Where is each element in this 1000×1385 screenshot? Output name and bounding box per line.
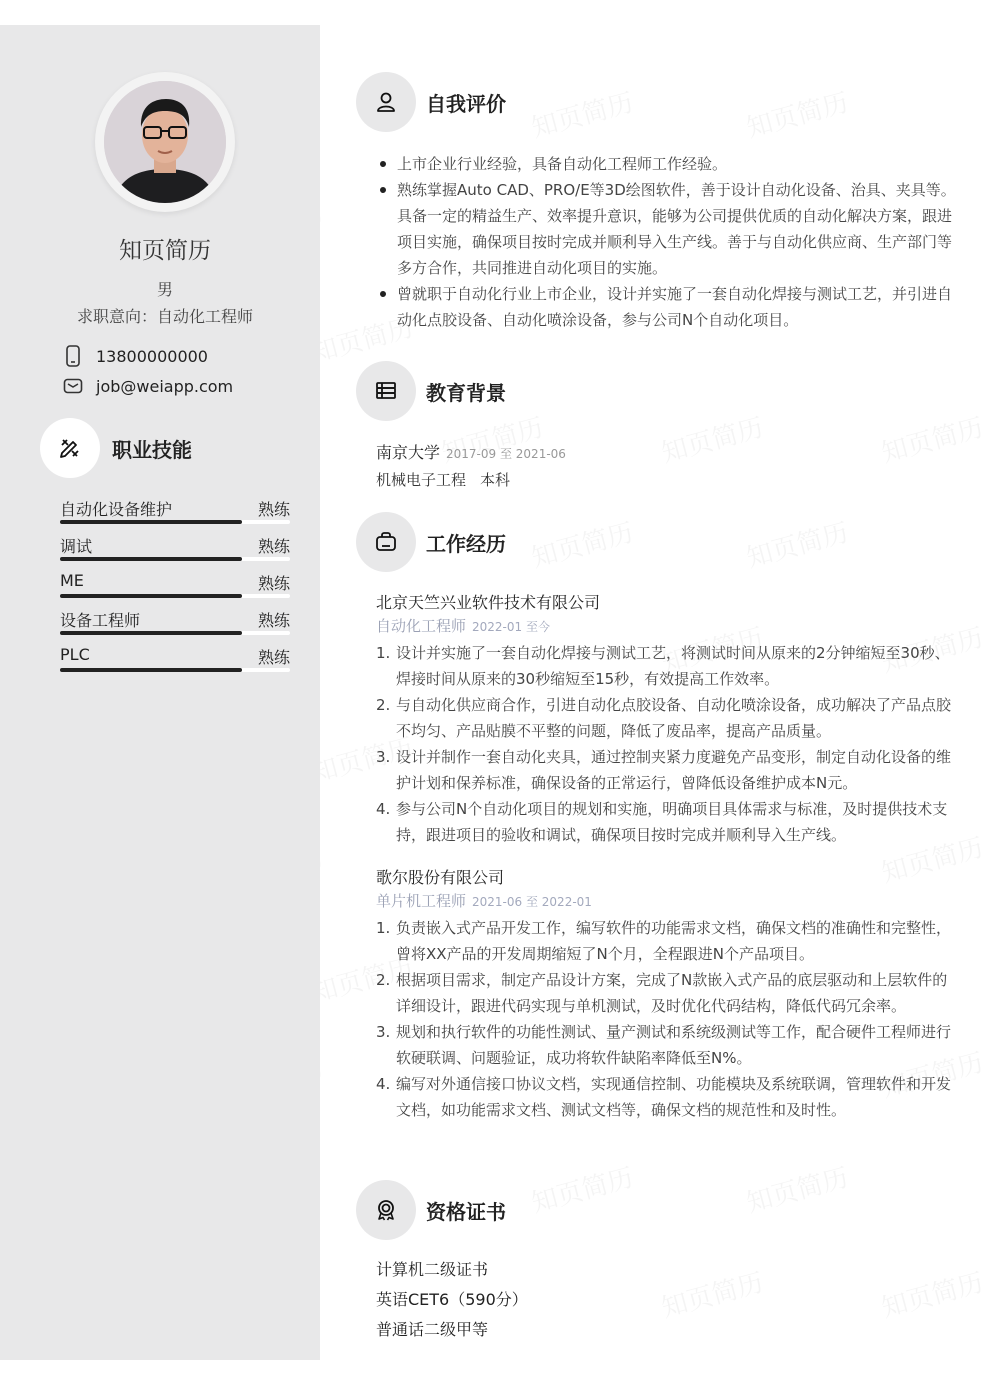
- skill-level: 熟练: [257, 500, 290, 519]
- item-text: 设计并制作一套自动化夹具，通过控制夹紧力度避免产品变形，制定自动化设备的维护计划和保养标准，确保设备的正常运行，曾降低设备维护成本N元。: [396, 748, 952, 792]
- item-number: 4.: [376, 1075, 391, 1093]
- company-name: 北京天竺兴业软件技术有限公司: [376, 593, 601, 612]
- skills-icon-circle: [40, 418, 100, 478]
- skill-bar-fill: [60, 594, 242, 598]
- item-text: 与自动化供应商合作，引进自动化点胶设备、自动化喷涂设备，成功解决了产品点胶不均匀、产品贴膜不平整的问题，降低了废品率，提高产品质量。: [396, 696, 952, 740]
- list-item: 曾就职于自动化行业上市企业，设计并实施了一套自动化焊接与测试工艺，并引进自动化点胶设备、自动化喷涂设备，参与公司N个自动化项目。: [376, 281, 956, 333]
- sidebar: [0, 25, 320, 1360]
- list-item: [376, 1071, 956, 1123]
- item-number: 1.: [376, 644, 391, 662]
- work-header: [356, 512, 506, 572]
- user-icon: [374, 90, 398, 114]
- education-icon-circle: [356, 361, 416, 421]
- skill-item: [60, 532, 290, 569]
- item-number: 2.: [376, 696, 391, 714]
- skill-level: 熟练: [257, 537, 290, 556]
- self-eval-icon-circle: [356, 72, 416, 132]
- item-number: 1.: [376, 919, 391, 937]
- education-header: [356, 361, 506, 421]
- skill-item: [60, 569, 290, 606]
- self-eval-list: [376, 151, 956, 333]
- certificates-list: [376, 1255, 528, 1345]
- email-row: [62, 375, 233, 397]
- item-number: 4.: [376, 800, 391, 818]
- books-icon: [374, 379, 398, 403]
- skill-item: [60, 606, 290, 643]
- self-eval-title: 自我评价: [426, 91, 506, 116]
- skill-name: ME: [60, 571, 84, 590]
- job-entry: [376, 865, 956, 1123]
- certificates-header: [356, 1180, 506, 1240]
- phone-number: 13800000000: [96, 346, 208, 366]
- job-dates: 2022-01 至今: [472, 620, 550, 634]
- item-text: 编写对外通信接口协议文档，实现通信控制、功能模块及系统联调，管理软件和开发文档，如功能需求文档、测试文档等，确保文档的规范性和及时性。: [396, 1075, 952, 1119]
- item-text: 设计并实施了一套自动化焊接与测试工艺，将测试时间从原来的2分钟缩短至30秒、焊接时间从原来的30秒缩短至15秒，有效提高工作效率。: [396, 644, 950, 688]
- job-role: 自动化工程师: [376, 617, 467, 635]
- main-content: [320, 0, 1000, 1385]
- skill-bar: [60, 594, 290, 598]
- degree: 本科: [480, 471, 511, 489]
- education-entry: [376, 440, 566, 490]
- self-eval-header: [356, 72, 506, 132]
- list-item: [376, 744, 956, 796]
- list-item: 熟练掌握Auto CAD、PRO/E等3D绘图软件，善于设计自动化设备、治具、夹具等。具备一定的精益生产、效率提升意识，能够为公司提供优质的自动化解决方案，跟进项目实施，确保项目按时完成并顺利导入生产线。善于与自动化供应商、生产部门等多方合作，共同推进自动化项目的实施。: [376, 177, 956, 281]
- job-entry: [376, 590, 956, 848]
- list-item: [376, 796, 956, 848]
- major: 机械电子工程: [376, 471, 467, 489]
- skills-title: 职业技能: [112, 437, 192, 462]
- work-title: 工作经历: [426, 531, 506, 556]
- job-duties: [376, 915, 956, 1123]
- education-title: 教育背景: [426, 380, 506, 405]
- avatar-frame: [95, 72, 235, 212]
- item-number: 2.: [376, 971, 391, 989]
- skill-bar-fill: [60, 631, 242, 635]
- skill-level: 熟练: [257, 574, 290, 593]
- skill-name: 设备工程师: [60, 611, 141, 630]
- skill-bar: [60, 631, 290, 635]
- certificate-item: 计算机二级证书: [376, 1260, 489, 1279]
- education-dates: 2017-09 至 2021-06: [446, 447, 566, 461]
- company-name: 歌尔股份有限公司: [376, 868, 505, 887]
- certificate-item: 英语CET6（590分）: [376, 1290, 528, 1309]
- award-icon: [374, 1198, 398, 1222]
- phone-icon: [62, 345, 84, 367]
- school-name: 南京大学: [376, 443, 441, 462]
- gender: 男: [156, 280, 173, 299]
- job-dates: 2021-06 至 2022-01: [472, 895, 592, 909]
- skill-bar: [60, 668, 290, 672]
- item-number: 3.: [376, 1023, 391, 1041]
- list-item: [376, 640, 956, 692]
- skills-header: [40, 418, 192, 478]
- skill-bar-fill: [60, 520, 242, 524]
- item-number: 3.: [376, 748, 391, 766]
- skill-bar: [60, 520, 290, 524]
- skill-level: 熟练: [257, 611, 290, 630]
- skills-list: [60, 495, 290, 680]
- item-text: 规划和执行软件的功能性测试、量产测试和系统级测试等工作，配合硬件工程师进行软硬联调、问题验证，成功将软件缺陷率降低至N%。: [396, 1023, 952, 1067]
- list-item: [376, 1019, 956, 1071]
- skill-item: [60, 643, 290, 680]
- skill-bar: [60, 557, 290, 561]
- item-text: 根据项目需求，制定产品设计方案，完成了N款嵌入式产品的底层驱动和上层软件的详细设计，跟进代码实现与单机测试，及时优化代码结构，降低代码冗余率。: [396, 971, 948, 1015]
- certificate-item: 普通话二级甲等: [376, 1320, 489, 1339]
- skill-name: 自动化设备维护: [60, 500, 173, 519]
- pencil-ruler-icon: [58, 436, 82, 460]
- mail-icon: [62, 375, 84, 397]
- list-item: [376, 915, 956, 967]
- item-text: 参与公司N个自动化项目的规划和实施，明确项目具体需求与标准，及时提供技术支持，跟进项目的验收和调试，确保项目按时完成并顺利导入生产线。: [396, 800, 948, 844]
- skill-level: 熟练: [257, 648, 290, 667]
- item-text: 负责嵌入式产品开发工作，编写软件的功能需求文档，确保文档的准确性和完整性，曾将XX产品的开发周期缩短了N个月，全程跟进N个产品项目。: [396, 919, 952, 963]
- certificates-icon-circle: [356, 1180, 416, 1240]
- job-duties: [376, 640, 956, 848]
- list-item: [376, 967, 956, 1019]
- briefcase-icon: [374, 530, 398, 554]
- list-item: [376, 692, 956, 744]
- skill-item: [60, 495, 290, 532]
- candidate-name: 知页简历: [119, 238, 211, 264]
- email-address: job@weiapp.com: [96, 376, 234, 396]
- job-intent: 求职意向：自动化工程师: [76, 307, 253, 326]
- job-role: 单片机工程师: [376, 892, 467, 910]
- skill-name: PLC: [60, 645, 90, 664]
- phone-row: [62, 345, 208, 367]
- list-item: 上市企业行业经验，具备自动化工程师工作经验。: [376, 151, 956, 177]
- skill-name: 调试: [60, 537, 93, 556]
- skill-bar-fill: [60, 557, 242, 561]
- skill-bar-fill: [60, 668, 242, 672]
- certificates-title: 资格证书: [426, 1199, 506, 1224]
- avatar: [104, 81, 226, 203]
- work-icon-circle: [356, 512, 416, 572]
